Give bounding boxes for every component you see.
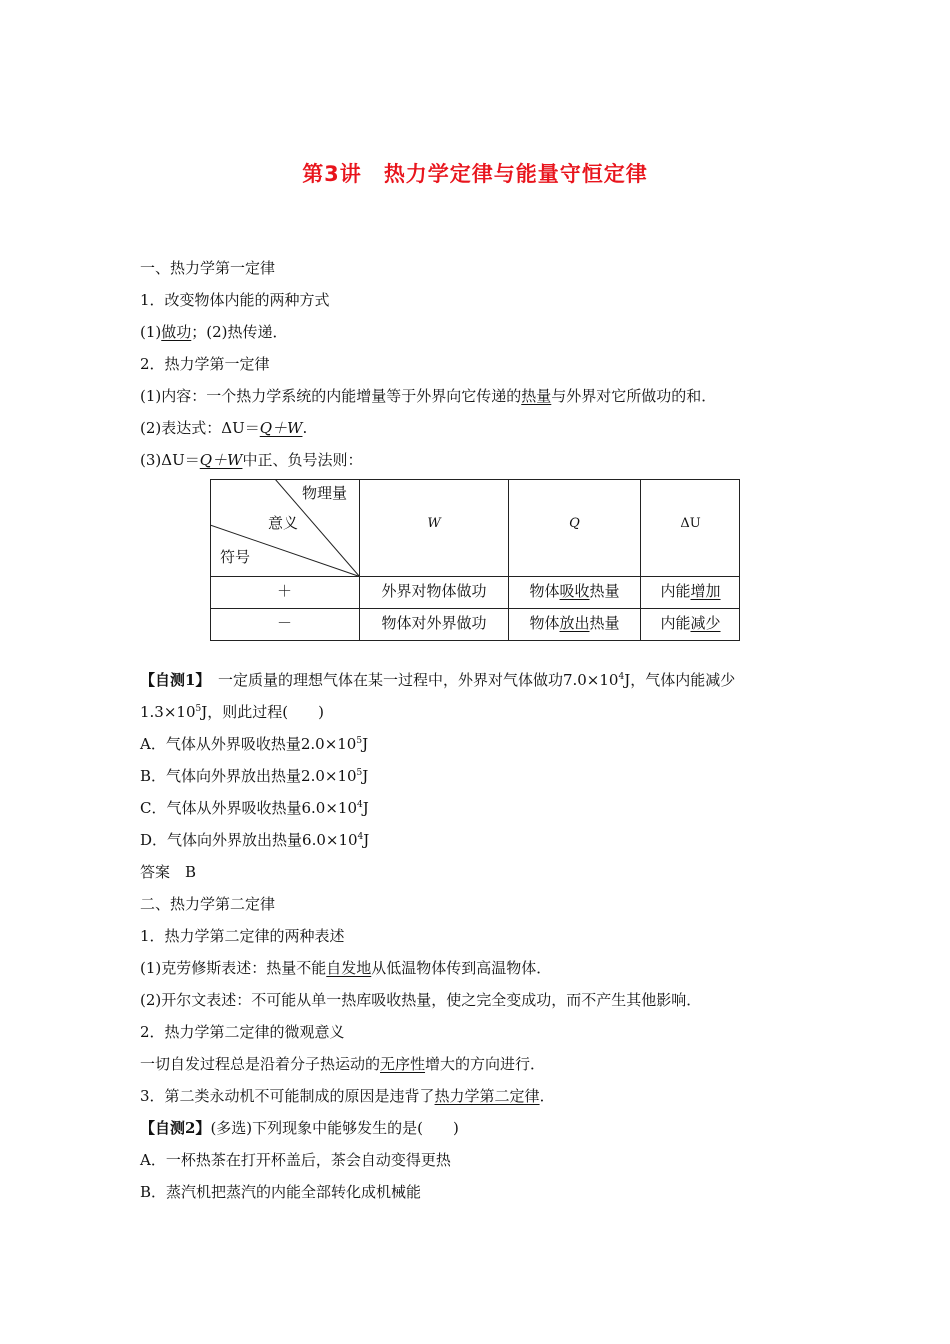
fill-blank: 做功 [161,323,192,341]
row-plus-q: 物体吸收热量 [529,582,620,600]
fill-blank: 无序性 [380,1055,426,1073]
section1-heading: 一、热力学第一定律 [140,259,276,277]
quiz1-answer: 答案 B [140,863,197,881]
header-delta-u: ΔU [680,516,701,531]
quiz2-stem: 【自测2】(多选)下列现象中能够发生的是( ) [140,1119,459,1137]
sign-rule-intro: (3)ΔU＝Q＋W中正、负号法则： [140,451,363,469]
fill-blank: Q＋W [259,419,303,437]
quiz1-option-b: B．气体向外界放出热量$2.0\times 10^5J$ [140,767,369,785]
quiz1-stem-line2: $1.3\times 10^5J$，则此过程( ) [140,703,324,721]
clausius-statement: (1)克劳修斯表述：热量不能自发地从低温物体传到高温物体． [140,959,552,977]
lecture-number: 第3讲 [302,162,362,186]
quiz1-option-a: A．气体从外界吸收热量$2.0\times 10^5J$ [140,735,369,753]
section1-item2: 2．热力学第一定律 [140,355,270,373]
fill-blank: Q＋W [199,451,243,469]
quiz1-option-c: C．气体从外界吸收热量$6.0\times 10^4J$ [140,799,369,817]
micro-meaning: 一切自发过程总是沿着分子热运动的无序性增大的方向进行． [140,1055,546,1073]
row-minus-du: 内能减少 [660,614,721,632]
page-title [0,158,950,188]
header-q: Q [569,516,580,531]
section2-item3: 3．第二类永动机不可能制成的原因是违背了热力学第二定律． [140,1087,555,1105]
section1-item1: 1．改变物体内能的两种方式 [140,291,330,309]
quiz1-option-d: D．气体向外界放出热量$6.0\times 10^4J$ [140,831,370,849]
fill-blank: 放出 [559,614,590,632]
first-law-expression: (2)表达式：ΔU＝Q＋W. [140,419,308,437]
fill-blank: 自发地 [326,959,372,977]
quiz2-tag: 【自测2】 [140,1119,211,1137]
corner-label-meaning: 意义 [268,514,299,532]
row-plus-sign: ＋ [276,582,292,600]
quiz1-stem-line1: 【自测1】 一定质量的理想气体在某一过程中，外界对气体做功$7.0\times 10^4J$，气体内能减少 [140,671,736,689]
row-plus-w: 外界对物体做功 [381,582,487,600]
section2-item1: 1．热力学第二定律的两种表述 [140,927,345,945]
first-law-content: (1)内容：一个热力学系统的内能增量等于外界向它传递的热量与外界对它所做功的和． [140,387,717,405]
kelvin-statement: (2)开尔文表述：不可能从单一热库吸收热量，使之完全变成功，而不产生其他影响． [140,991,702,1009]
row-minus-sign: － [276,614,292,632]
sign-rule-table [210,479,740,641]
fill-blank: 热量 [521,387,552,405]
row-minus-w: 物体对外界做功 [381,614,487,632]
section1-item1-detail: (1)做功；(2)热传递． [140,323,288,341]
quiz2-option-a: A．一杯热茶在打开杯盖后，茶会自动变得更热 [140,1151,451,1169]
lecture-topic: 热力学定律与能量守恒定律 [383,162,648,186]
header-w: W [427,516,441,531]
row-minus-q: 物体放出热量 [529,614,620,632]
corner-label-sign: 符号 [220,548,251,566]
quiz1-tag: 【自测1】 [140,671,203,689]
fill-blank: 吸收 [559,582,590,600]
quiz2-option-b: B．蒸汽机把蒸汽的内能全部转化成机械能 [140,1183,422,1201]
fill-blank: 减少 [690,614,721,632]
section2-heading: 二、热力学第二定律 [140,895,276,913]
corner-label-quantity: 物理量 [302,484,348,502]
fill-blank: 增加 [690,582,721,600]
row-plus-du: 内能增加 [660,582,721,600]
fill-blank: 热力学第二定律 [434,1087,540,1105]
section2-item2: 2．热力学第二定律的微观意义 [140,1023,345,1041]
